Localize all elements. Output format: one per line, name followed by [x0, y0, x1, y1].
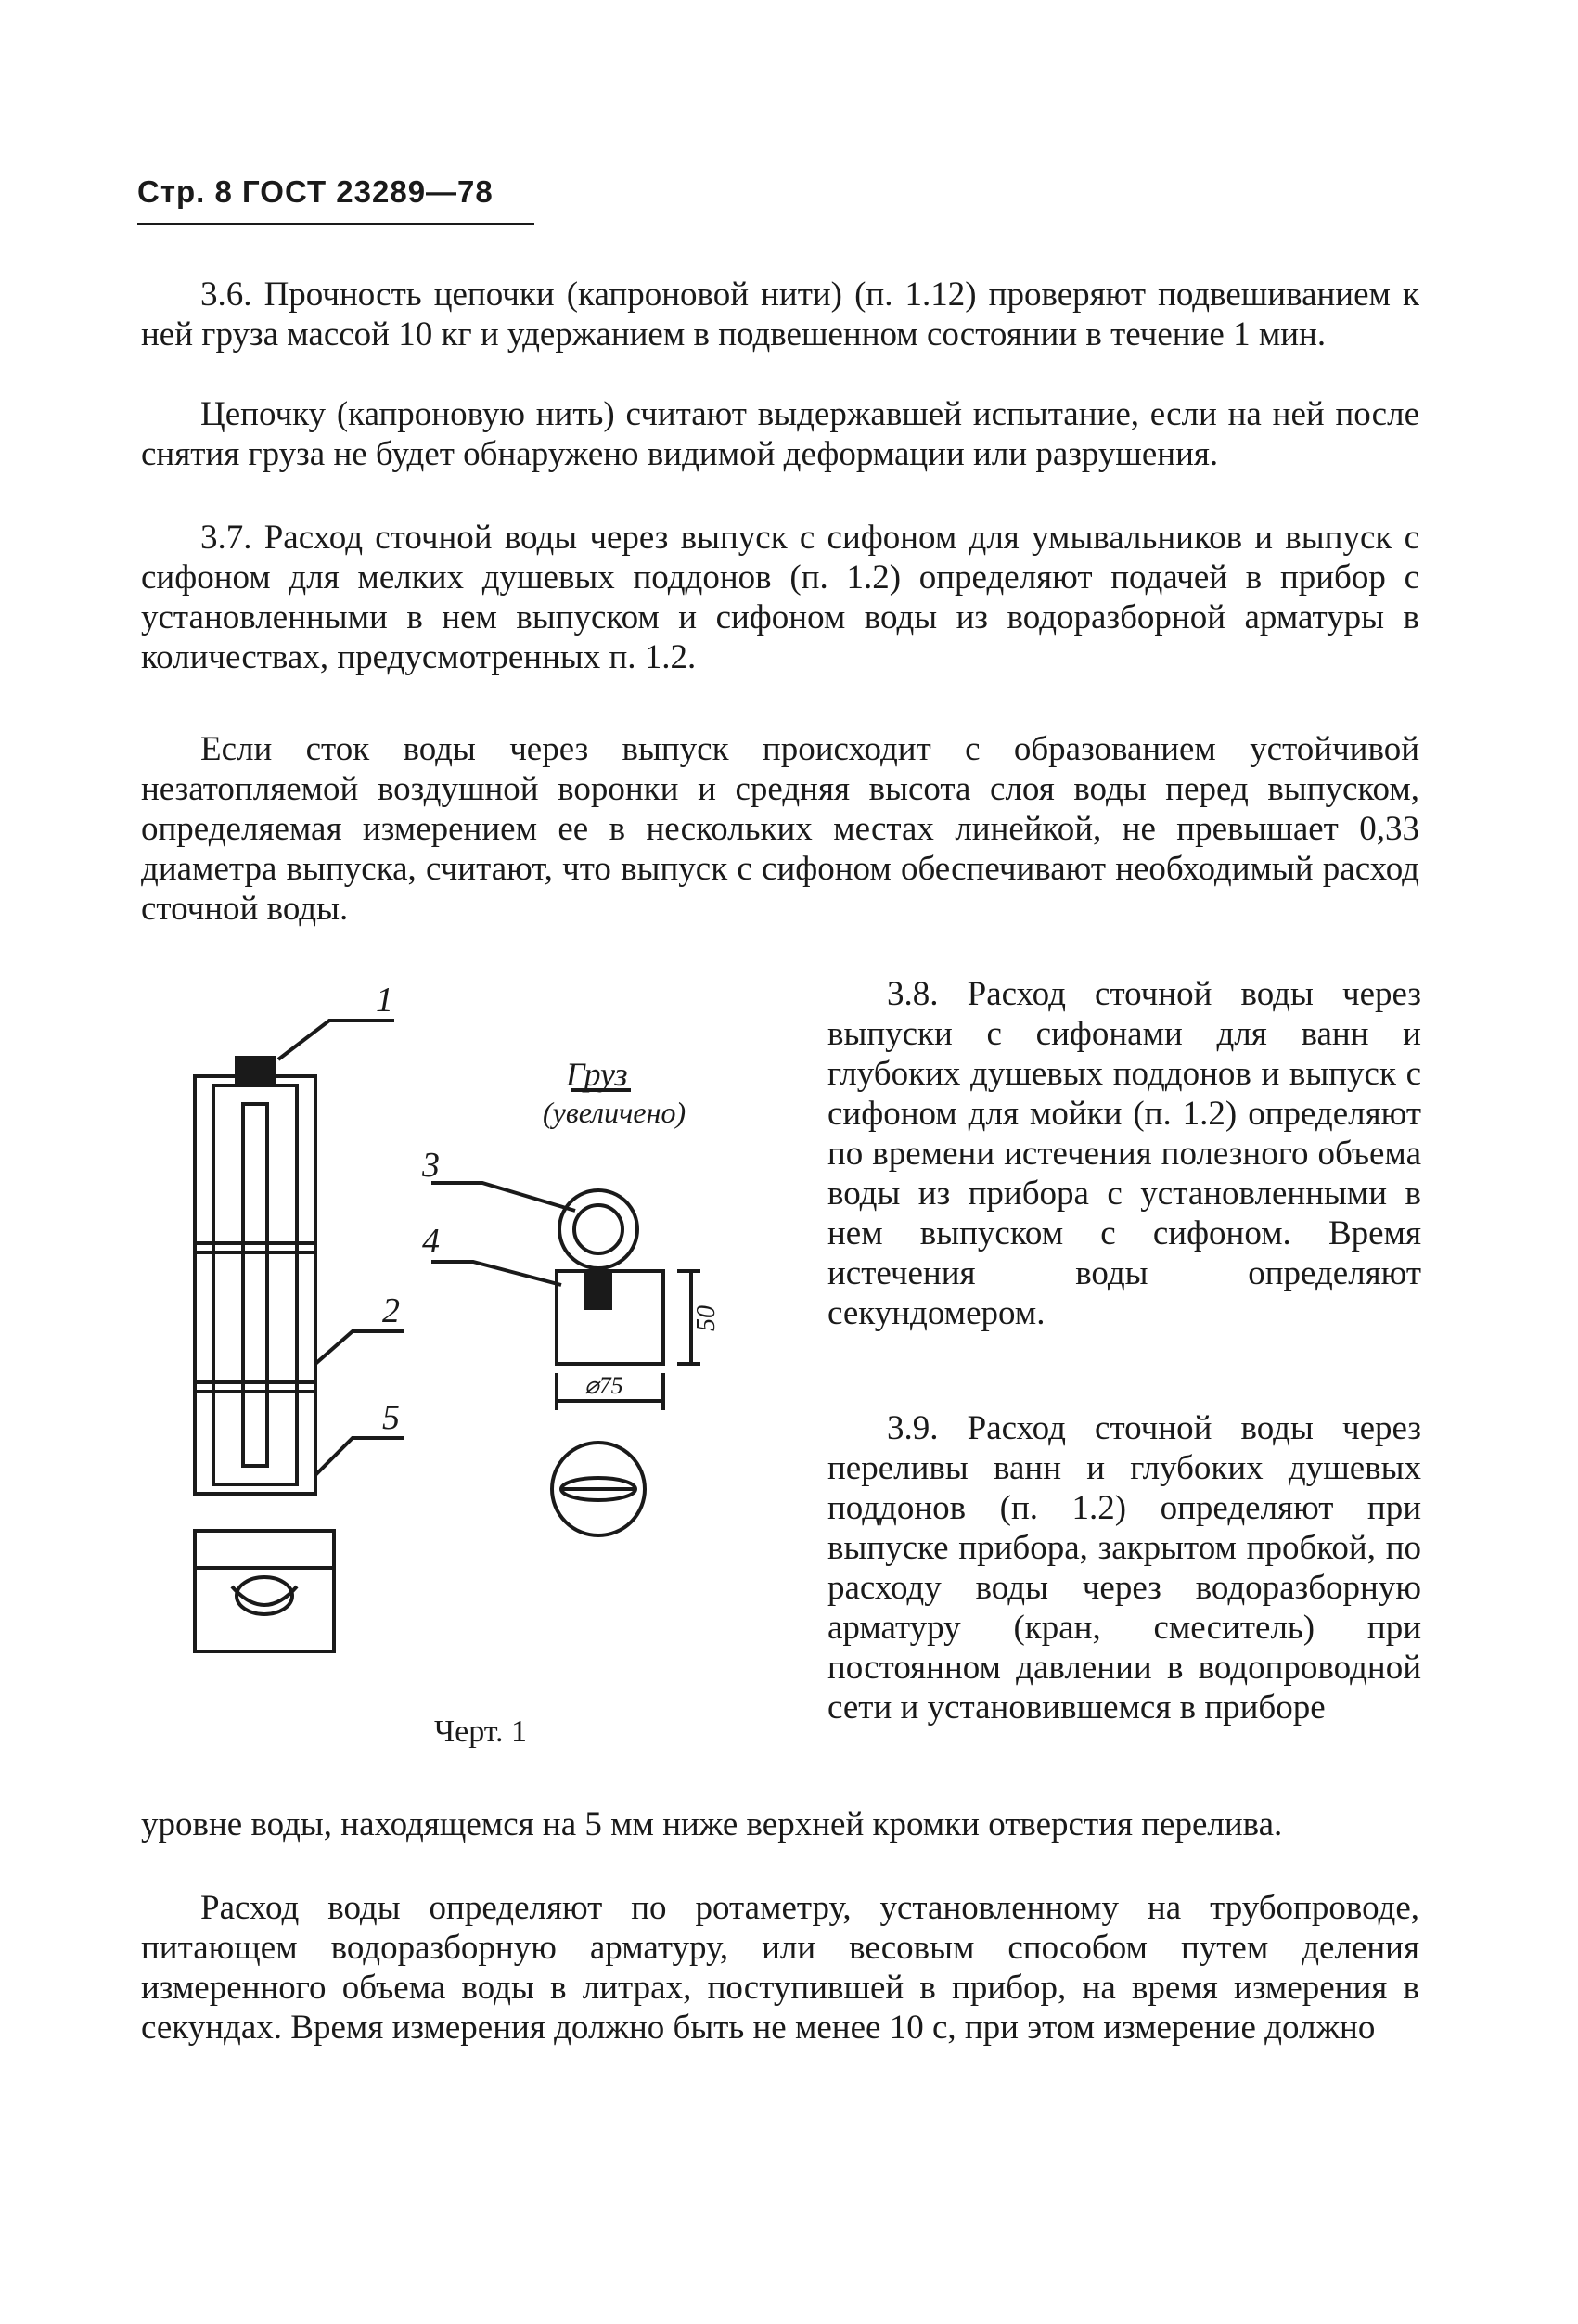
leader-1 — [278, 1021, 394, 1059]
paragraph-3-6: 3.6. Прочность цепочки (капроновой нити) (п. 1.12) проверяют подвешиванием к ней груза массой 10 кг и удержанием в подвешенном состоянии в течение 1 мин. — [141, 276, 1419, 353]
weight-ring-inner — [574, 1205, 622, 1253]
weight-title: Груз — [566, 1056, 628, 1093]
paragraph-3-7-result: Если сток воды через выпуск происходит с образованием устойчивой незатопляемой воздушной воронки и средняя высота слоя воды перед выпуском, определяемая измерением ее в нескольких местах линейкой, не превышает 0,33 диаметра выпуска, считают, что выпуск с сифоном обеспечивают необходимый расход сточной воды. — [141, 730, 1419, 928]
dimension-height-label: 50 — [692, 1305, 721, 1331]
page-header: Стр. 8 ГОСТ 23289—78 — [137, 174, 494, 209]
weight-subtitle: (увеличено) — [543, 1096, 686, 1129]
chain-lower — [243, 1392, 267, 1466]
paragraph-3-9: 3.9. Расход сточной воды через переливы ванн и глубоких душевых поддонов (п. 1.2) определяют при выпуске прибора, закрытом пробкой, по расходу воды через водоразборную арматуру (кран, смеситель) при постоянном давлении в водопроводной сети и установившемся в приборе — [827, 1409, 1421, 1727]
top-block — [237, 1058, 274, 1085]
leader-3 — [431, 1183, 575, 1211]
paragraph-3-7: 3.7. Расход сточной воды через выпуск с сифоном для умывальников и выпуск с сифоном для мелких душевых поддонов (п. 1.2) определяют подачей в прибор с установленными в нем выпуском и сифоном воды из водоразборной арматуры в количествах, предусмотренных п. 1.2. — [141, 519, 1419, 676]
leader-4 — [431, 1262, 561, 1285]
label-3: 3 — [422, 1146, 440, 1185]
leader-5 — [315, 1438, 404, 1475]
paragraph-3-8: 3.8. Расход сточной воды через выпуски с сифонами для ванн и глубоких душевых поддонов и выпуск с сифоном для мойки (п. 1.2) определяют по времени истечения полезного объема воды из прибора с установленными в нем выпуском с сифоном. Время истечения воды определяют секундомером. — [827, 975, 1421, 1332]
label-1: 1 — [376, 981, 393, 1020]
label-2: 2 — [382, 1291, 400, 1330]
bottom-view — [195, 1531, 334, 1651]
label-4: 4 — [422, 1222, 440, 1261]
paragraph-3-9-continued: уровне воды, находящемся на 5 мм ниже верхней кромки отверстия перелива. — [141, 1805, 1283, 1843]
chain-middle — [243, 1252, 267, 1392]
figure-drawing — [167, 974, 816, 1698]
chain-upper — [243, 1104, 267, 1252]
weight-ring-outer — [559, 1190, 637, 1268]
header-rule — [137, 223, 534, 225]
paragraph-3-9-method: Расход воды определяют по ротаметру, установленному на трубопроводе, питающем водоразборную арматуру, или весовым способом путем деления измеренного объема воды в литрах, поступившей в прибор, на время измерения в секундах. Время измерения должно быть не менее 10 с, при этом измерение должно — [141, 1889, 1419, 2047]
dimension-diameter-label: ⌀75 — [584, 1372, 623, 1399]
leader-2 — [315, 1331, 404, 1364]
figure-caption: Черт. 1 — [434, 1714, 528, 1749]
paragraph-3-6-result: Цепочку (капроновую нить) считают выдержавшей испытание, если на ней после снятия груза не будет обнаружено видимой деформации или разрушения. — [141, 395, 1419, 473]
label-5: 5 — [382, 1398, 400, 1437]
